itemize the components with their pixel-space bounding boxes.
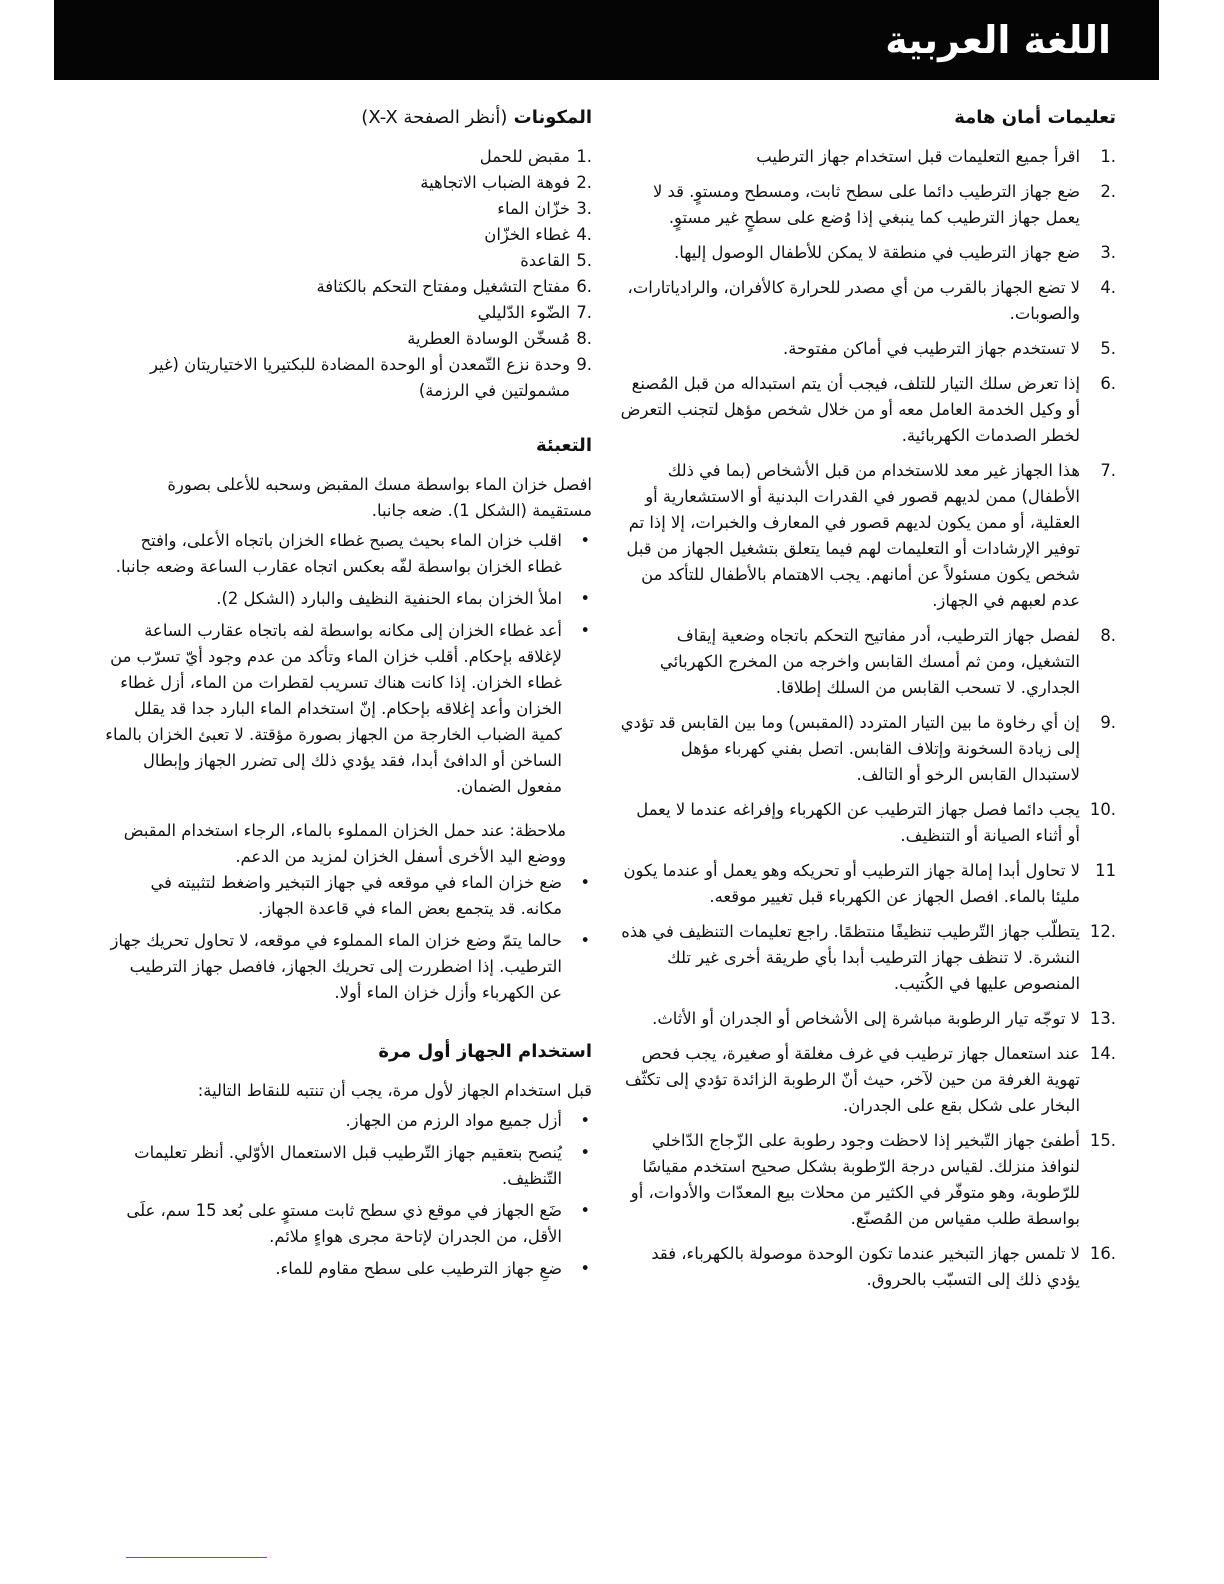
filling-step: • املأ الخزان بماء الحنفية النظيف والبارد (الشكل 2).: [104, 586, 592, 612]
footer-rule: [126, 1557, 267, 1558]
safety-item: 14. عند استعمال جهاز ترطيب في غرف مغلقة أو صغيرة، يجب فحص تهوية الغرفة من حين لآخر، حيث أنّ الرطوبة الزائدة تؤدي إلى تكثّف البخار على شكل بقع على الجدران.: [624, 1044, 1116, 1115]
component-item: 3. خزّان الماء: [497, 199, 592, 218]
component-item: 1. مقبض للحمل: [479, 147, 592, 166]
filling-step: • اقلب خزان الماء بحيث يصبح غطاء الخزان باتجاه الأعلى، وافتح غطاء الخزان بواسطة لفّه بعكس اتجاه عقارب الساعة وضعه جانبا.: [104, 528, 592, 580]
component-item: 5. القاعدة: [520, 251, 592, 270]
first-use-item: • يُنصح بتعقيم جهاز التّرطيب قبل الاستعمال الأوّلي. أنظر تعليمات التّنظيف.: [104, 1140, 592, 1192]
safety-item: 13. لا توجّه تيار الرطوبة مباشرة إلى الأشخاص أو الجدران أو الأثاث.: [652, 1009, 1116, 1028]
components-section: [104, 106, 592, 404]
first-use-section: [104, 1040, 592, 1282]
component-item: 6. مفتاح التشغيل ومفتاح التحكم بالكثافة: [316, 277, 592, 296]
first-use-item: • أزل جميع مواد الرزم من الجهاز.: [104, 1108, 592, 1134]
component-item: 8. مُسخّن الوسادة العطرية: [407, 329, 592, 348]
filling-heading: التعبئة: [535, 435, 592, 456]
filling-step: • حالما يتمّ وضع خزان الماء المملوء في موقعه، لا تحاول تحريك جهاز الترطيب. إذا اضطررت إلى تحريك الجهاز، فافصل جهاز الترطيب عن الكهرباء وأزل خزان الماء أولا.: [104, 928, 592, 1006]
components-heading: المكونات (أنظر الصفحة X-X): [361, 107, 592, 128]
safety-list: [620, 144, 1116, 1293]
filling-step: • أعد غطاء الخزان إلى مكانه بواسطة لفه باتجاه عقارب الساعة لإغلاقه بإحكام. أقلب خزان الماء وتأكد من عدم وجود أيّ تسرّب من غطاء الخزان. إذا كانت هناك تسريب لقطرات من الماء، أزل غطاء الخزان وأعد إغلاقه بإحكام. إنّ استخدام الماء البارد جدا قد يقلل كمية الضباب الخارجة من الجهاز بصورة مؤقتة. لا تعبئ الخزان بالماء الساخن أو الدافئ أبدا، فقد يؤدي ذلك إلى تضرر الجهاز وإبطال مفعول الضمان.: [104, 618, 592, 800]
language-header-bar: [54, 0, 1159, 80]
filling-intro: افصل خزان الماء بواسطة مسك المقبض وسحبه للأعلى بصورة مستقيمة (الشكل 1). ضعه جانبا.: [167, 475, 592, 520]
filling-step: • ضع خزان الماء في موقعه في جهاز التبخير واضغط لتثبيته في مكانه. قد يتجمع بعض الماء في قاعدة الجهاز.: [104, 870, 592, 922]
language-title: اللغة العربية: [885, 18, 1111, 62]
safety-column: [620, 106, 1116, 1302]
safety-item: 6. إذا تعرض سلك التيار للتلف، فيجب أن يتم استبداله من قبل المُصنع أو وكيل الخدمة العامل معه أو من خلال شخص مؤهل لتجنب التعرض لخطر الصدمات الكهربائية.: [620, 374, 1116, 445]
first-use-heading: استخدام الجهاز أول مرة: [378, 1041, 592, 1062]
safety-item: 1. اقرأ جميع التعليمات قبل استخدام جهاز الترطيب: [756, 147, 1116, 166]
safety-item: 3. ضع جهاز الترطيب في منطقة لا يمكن للأطفال الوصول إليها.: [674, 243, 1116, 262]
component-item: 2. فوهة الضباب الاتجاهية: [420, 173, 592, 192]
first-use-item: • ضعِ جهاز الترطيب على سطح مقاوم للماء.: [104, 1256, 592, 1282]
components-page-ref: (أنظر الصفحة X-X): [361, 107, 508, 128]
safety-item: 15. أطفئ جهاز التّبخير إذا لاحظت وجود رطوبة على الزّجاج الدّاخلي لنوافذ منزلك. لقياس درجة الرّطوبة بشكل صحيح استخدم مقياسًا للرّطوبة، وهو متوفّر في الكثير من محلات بيع المعدّات والأدوات، أو بواسطة طلب مقياس من المُصنّع.: [630, 1131, 1116, 1228]
safety-item: 2. ضع جهاز الترطيب دائما على سطح ثابت، ومسطح ومستوٍ. قد لا يعمل جهاز الترطيب كما ينبغي إذا وُضع على سطحٍ غير مستوٍ.: [652, 182, 1116, 227]
component-item: 9. وحدة نزع التّمعدن أو الوحدة المضادة للبكتيريا الاختياريتان (غير مشمولتين في الرزمة): [150, 355, 592, 400]
filling-steps-2: [104, 870, 592, 1006]
safety-item: 12. يتطلّب جهاز التّرطيب تنظيفًا منتظمًا. راجع تعليمات التنظيف في هذه النشرة. لا تنظف جهاز الترطيب أبدا بأي طريقة أخرى غير تلك المنصوص عليها في الكُتيب.: [621, 922, 1116, 993]
safety-item: 7. هذا الجهاز غير معد للاستخدام من قبل الأشخاص (بما في ذلك الأطفال) ممن لديهم قصور في القدرات البدنية أو الاستشعارية أو العقلية، أو ممن يكون لديهم قصور في المعارف والخبرات، إلا إذا تم توفير الإرشادات أو التعليمات لهم فيما يتعلق بتشغيل الجهاز من قبل شخص يكون مسئولاً عن أمانهم. يجب الاهتمام بالأطفال للتأكد من عدم لعبهم في الجهاز.: [626, 461, 1116, 610]
components-column: [104, 106, 592, 1300]
safety-heading: تعليمات أمان هامة: [954, 107, 1116, 128]
filling-section: [104, 434, 592, 1006]
components-list: [104, 144, 592, 404]
safety-item: 16. لا تلمس جهاز التبخير عندما تكون الوحدة موصولة بالكهرباء، فقد يؤدي ذلك إلى التسبّب بالحروق.: [651, 1244, 1116, 1289]
first-use-list: [104, 1108, 592, 1282]
safety-item: 10. يجب دائما فصل جهاز الترطيب عن الكهرباء وإفراغه عندما لا يعمل أو أثناء الصيانة أو التنظيف.: [636, 800, 1116, 845]
safety-item: 11 لا تحاول أبدا إمالة جهاز الترطيب أو تحريكه وهو يعمل أو عندما يكون مليئا بالماء. افصل الجهاز عن الكهرباء قبل تغيير موقعه.: [623, 861, 1116, 906]
first-use-item: • ضَع الجهاز في موقع ذي سطح ثابت مستوٍ على بُعد 15 سم، علَى الأقل، من الجدران لإتاحة مجرى هواءٍ ملائم.: [104, 1198, 592, 1250]
component-item: 7. الضّوء الدّليلي: [477, 303, 592, 322]
safety-item: 9. إن أي رخاوة ما بين التيار المتردد (المقبس) وما بين القابس قد تؤدي إلى زيادة السخونة وإتلاف القابس. اتصل بفني كهرباء مؤهل لاستبدال القابس الرخو أو التالف.: [620, 713, 1116, 784]
safety-item: 4. لا تضع الجهاز بالقرب من أي مصدر للحرارة كالأفران، والرادياتارات، والصوبات.: [627, 278, 1116, 323]
first-use-intro: قبل استخدام الجهاز لأول مرة، يجب أن تنتبه للنقاط التالية:: [197, 1081, 592, 1100]
filling-steps: [104, 528, 592, 800]
safety-item: 5. لا تستخدم جهاز الترطيب في أماكن مفتوحة.: [782, 339, 1116, 358]
safety-item: 8. لفصل جهاز الترطيب، أدر مفاتيح التحكم باتجاه وضعية إيقاف التشغيل، ومن ثم أمسك القابس واخرجه من المخرج الكهربائي الجداري. لا تسحب القابس من السلك إطلاقا.: [659, 626, 1116, 697]
component-item: 4. غطاء الخزّان: [484, 225, 592, 244]
filling-note: ملاحظة: عند حمل الخزان المملوء بالماء، الرجاء استخدام المقبض ووضع اليد الأخرى أسفل الخزان لمزيد من الدعم.: [123, 821, 566, 866]
